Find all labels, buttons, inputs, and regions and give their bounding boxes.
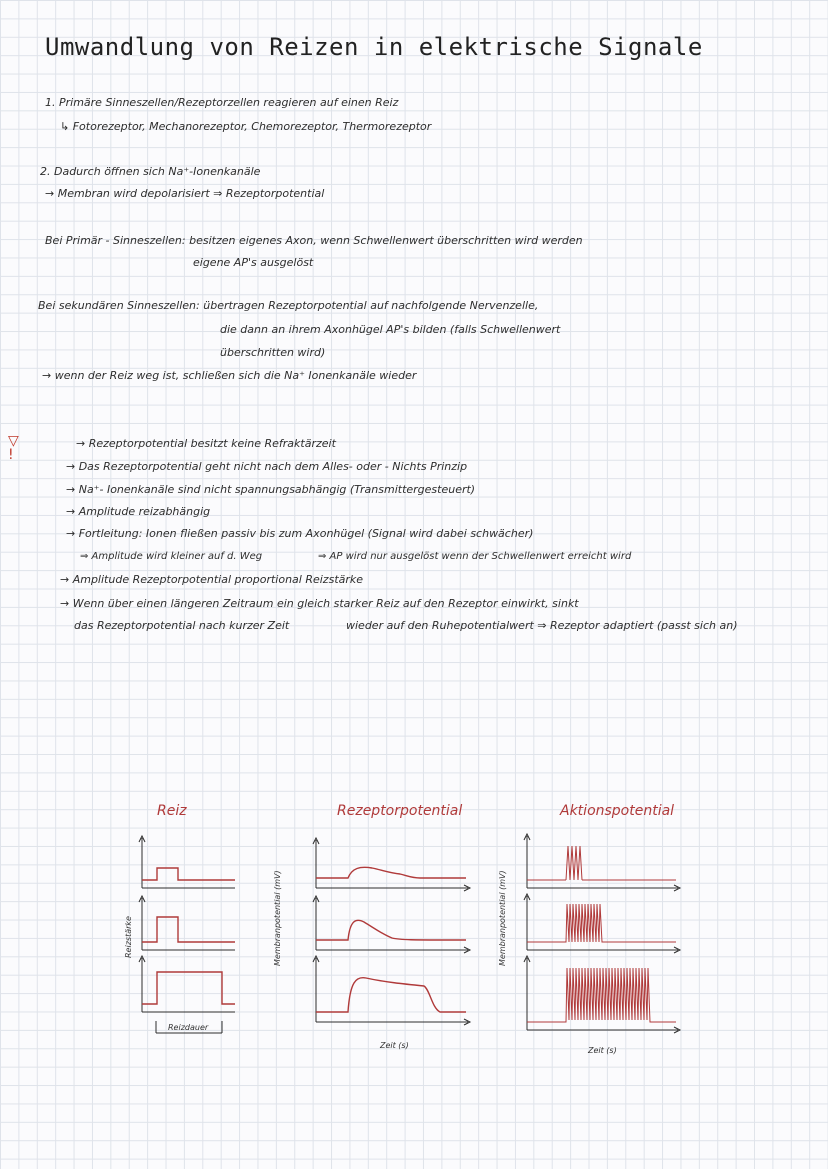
zeit-label-2: Zeit (s) xyxy=(588,1046,617,1055)
primary-line-1: Bei Primär - Sinneszellen: besitzen eigenes Axon, wenn Schwellenwert überschritten wird werden xyxy=(45,234,583,247)
secondary-line-3: überschritten wird) xyxy=(220,346,326,359)
bullet-5: → Fortleitung: Ionen fließen passiv bis zum Axonhügel (Signal wird dabei schwächer) xyxy=(66,527,534,540)
reiz-curve-2 xyxy=(142,917,235,942)
reiz-curve-1 xyxy=(142,868,235,880)
secondary-line-1: Bei sekundären Sinneszellen: übertragen Rezeptorpotential auf nachfolgende Nervenzelle, xyxy=(38,299,539,312)
bullet-7: → Amplitude Rezeptorpotential proportional Reizstärke xyxy=(60,573,364,586)
bullet-2: → Das Rezeptorpotential geht nicht nach dem Alles- oder - Nichts Prinzip xyxy=(66,460,468,473)
note-item-1-sub: ↳ Fotorezeptor, Mechanorezeptor, Chemorezeptor, Thermorezeptor xyxy=(60,120,432,133)
aktion-spikes-2 xyxy=(527,904,676,942)
rezeptor-axes-2 xyxy=(313,896,470,953)
bullet-4: → Amplitude reizabhängig xyxy=(66,505,211,518)
aktion-spikes-1 xyxy=(527,846,676,880)
zeit-label-1: Zeit (s) xyxy=(380,1041,409,1050)
exclamation-triangle-icon: ▽ ! xyxy=(8,433,19,463)
aktion-axes-2 xyxy=(524,894,680,953)
bullet-1: → Rezeptorpotential besitzt keine Refraktärzeit xyxy=(76,437,336,450)
rezeptor-axes-3 xyxy=(313,956,470,1025)
membranpotential-label-1: Membranpotential (mV) xyxy=(273,870,282,966)
bullet-3: → Na⁺- Ionenkanäle sind nicht spannungsabhängig (Transmittergesteuert) xyxy=(66,483,476,496)
bullet-8: → Wenn über einen längeren Zeitraum ein gleich starker Reiz auf den Rezeptor einwirkt, sinkt xyxy=(60,597,579,610)
reiz-curve-3 xyxy=(142,972,235,1004)
rezeptor-curve-1 xyxy=(316,867,466,878)
rezeptor-curve-2 xyxy=(316,920,466,940)
note-item-1: 1. Primäre Sinneszellen/Rezeptorzellen reagieren auf einen Reiz xyxy=(45,96,399,109)
aktion-axes-1 xyxy=(524,834,680,891)
reizdauer-bracket xyxy=(156,1021,222,1033)
bullet-9a: das Rezeptorpotential nach kurzer Zeit xyxy=(74,619,290,632)
bullet-9b: wieder auf den Ruhepotentialwert ⇒ Rezeptor adaptiert (passt sich an) xyxy=(346,619,738,632)
primary-line-2: eigene AP's ausgelöst xyxy=(193,256,314,269)
reizdauer-label: Reizdauer xyxy=(168,1023,209,1032)
secondary-line-2: die dann an ihrem Axonhügel AP's bilden (falls Schwellenwert xyxy=(220,323,561,336)
note-item-2: 2. Dadurch öffnen sich Na⁺-Ionenkanäle xyxy=(40,165,261,178)
bullet-6a: ⇒ Amplitude wird kleiner auf d. Weg xyxy=(80,551,263,562)
bullet-6b: ⇒ AP wird nur ausgelöst wenn der Schwellenwert erreicht wird xyxy=(318,551,632,562)
closing-line: → wenn der Reiz weg ist, schließen sich die Na⁺ Ionenkanäle wieder xyxy=(42,369,417,382)
aktion-spikes-3 xyxy=(527,968,676,1022)
note-item-2-sub: → Membran wird depolarisiert ⇒ Rezeptorpotential xyxy=(45,187,325,200)
rezeptor-axes-1 xyxy=(313,838,470,891)
reiz-diagram-title: Reiz xyxy=(157,803,187,819)
aktion-diagram-title: Aktionspotential xyxy=(560,803,675,819)
rezeptor-curve-3 xyxy=(316,978,466,1012)
rezeptor-diagram-title: Rezeptorpotential xyxy=(337,803,463,819)
page-title: Umwandlung von Reizen in elektrische Signale xyxy=(45,33,703,61)
reizstaerke-label: Reizstärke xyxy=(124,916,133,958)
membranpotential-label-2: Membranpotential (mV) xyxy=(498,870,507,966)
